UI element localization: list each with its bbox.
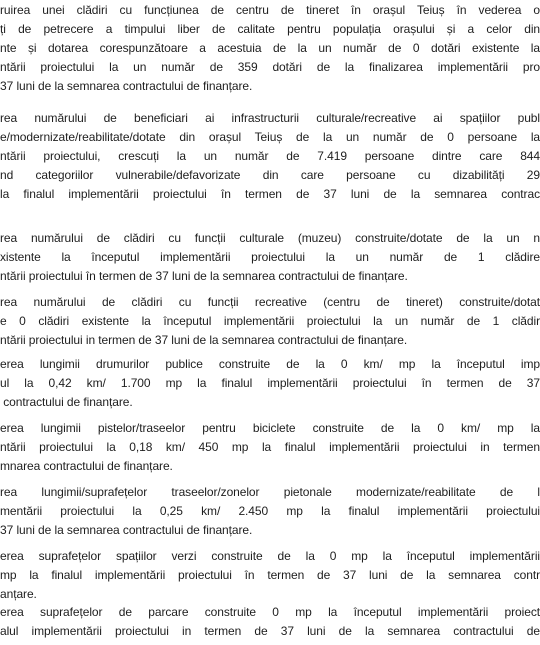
text-line: ntării proiectului, crescuți la un număr de 7.419 persoane dintre care 844 <box>0 149 540 163</box>
text-line: ul la 0,42 km/ 1.700 mp la finalul implementării proiectului în termen de 37 <box>0 376 540 390</box>
text-line: ntării proiectului la un număr de 359 dotări de la finalizarea implementării pro <box>0 60 540 74</box>
text-line: 37 luni de la semnarea contractului de finanțare. <box>0 523 253 537</box>
text-line: e/modernizate/reabilitate/dotate din orașul Teiuș de la un număr de 0 persoane la <box>0 130 540 144</box>
text-line: rea numărului de beneficiari ai infrastructurii culturale/recreative ai spațiilor publ <box>0 111 540 125</box>
text-line: ntării proiectului in termen de 37 luni de la semnarea contractului de finanțare. <box>0 333 408 347</box>
text-line: ți de petrecere a timpului liber de calitate pentru populația orașului și a celor din <box>0 22 540 36</box>
text-line: mentării proiectului la 0,25 km/ 2.450 mp la finalul implementării proiectului <box>0 504 540 518</box>
text-line: mp la finalul implementării proiectului în termen de 37 luni de la semnarea contr <box>0 568 540 582</box>
text-line: ntării proiectului în termen de 37 luni de la semnarea contractului de finanțare. <box>0 269 408 283</box>
text-line: erea lungimii pistelor/traseelor pentru biciclete construite de la 0 km/ mp la <box>0 421 540 435</box>
text-line: ruirea unei clădiri cu funcțiunea de centru de tineret în orașul Teiuș în vederea o <box>0 3 540 17</box>
text-line: la finalul implementării proiectului în termen de 37 luni de la semnarea contrac <box>0 187 540 201</box>
text-line: xistente la începutul implementării proiectului la un număr de 1 clădire <box>0 250 540 264</box>
text-line: ntării proiectului la 0,18 km/ 450 mp la finalul implementării proiectului in termen <box>0 440 540 454</box>
text-line: mnarea contractului de finanțare. <box>0 459 173 473</box>
text-line: rea numărului de clădiri cu funcții culturale (muzeu) construite/dotate de la un n <box>0 231 540 245</box>
text-line: e 0 clădiri existente la începutul implementării proiectului la un număr de 1 clădir <box>0 314 540 328</box>
text-line: alul implementării proiectului in termen de 37 luni de la semnarea contractului de <box>0 624 540 638</box>
text-line: anțare. <box>0 587 37 601</box>
text-line: erea suprafețelor spațiilor verzi construite de la 0 mp la începutul implementării <box>0 549 540 563</box>
text-line: nte și dotarea corespunzătoare a acestuia de la un număr de 0 dotări existente la <box>0 41 540 55</box>
text-line: contractului de finanțare. <box>0 395 133 409</box>
text-line: 37 luni de la semnarea contractului de finanțare. <box>0 79 253 93</box>
text-line: rea lungimii/suprafețelor traseelor/zonelor pietonale modernizate/reabilitate de l <box>0 485 540 499</box>
text-line: rea numărului de clădiri cu funcții recreative (centru de tineret) construite/dotat <box>0 295 540 309</box>
text-line: erea lungimii drumurilor publice construite de la 0 km/ mp la începutul imp <box>0 357 540 371</box>
text-line: erea suprafețelor de parcare construite 0 mp la începutul implementării proiect <box>0 605 540 619</box>
text-line: nd categoriilor vulnerabile/defavorizate din care persoane cu dizabilități 29 <box>0 168 540 182</box>
